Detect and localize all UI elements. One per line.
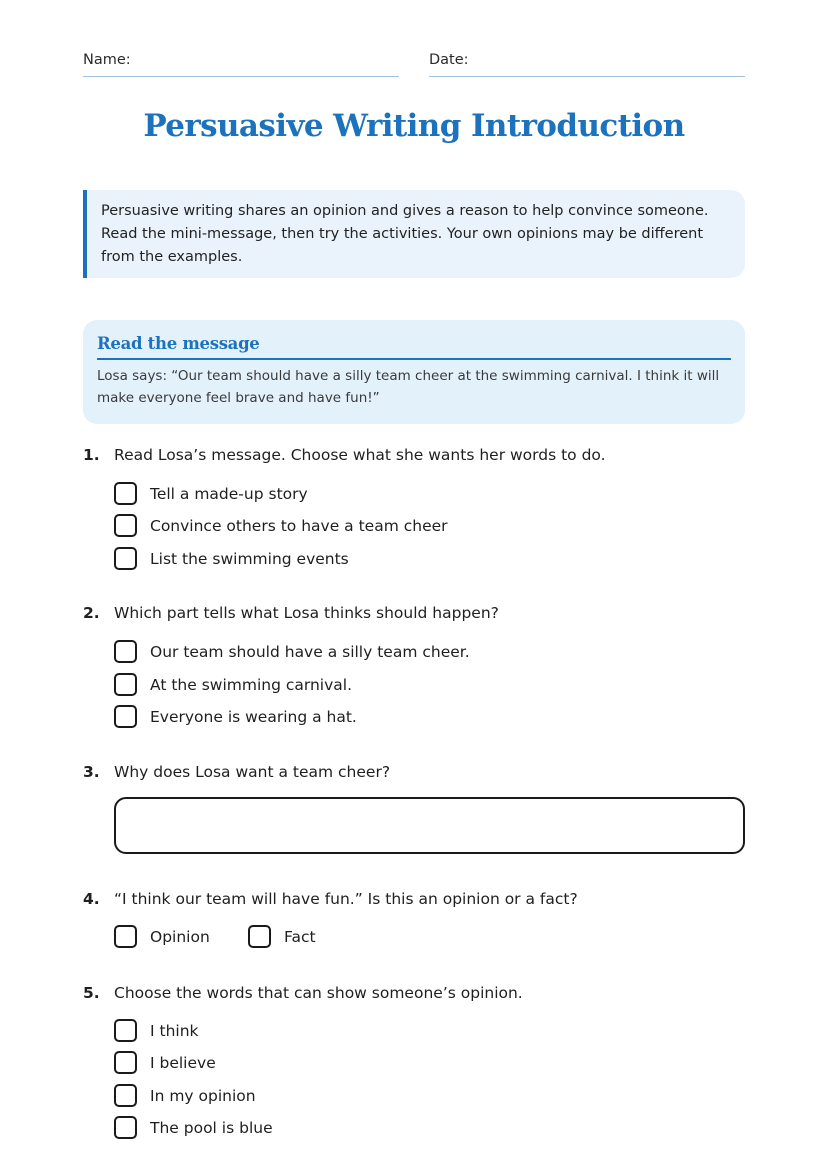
intro-panel: Persuasive writing shares an opinion and gives a reason to help convince someone. Read the mini-message, then try the activities. Your own opinions may be different from the examples. [83,190,745,278]
question-text: Choose the words that can show someone’s opinion. [114,984,523,1002]
option-label: Opinion [150,927,210,946]
question-5 [83,984,523,1002]
checkbox[interactable] [248,925,271,948]
checkbox[interactable] [114,547,137,570]
option-label: Everyone is wearing a hat. [150,707,357,726]
q2-option-2[interactable] [114,671,352,698]
answer-input[interactable] [114,797,745,854]
checkbox[interactable] [114,1019,137,1042]
option-label: List the swimming events [150,549,349,568]
option-label: Our team should have a silly team cheer. [150,642,470,661]
option-label: In my opinion [150,1086,256,1105]
q2-option-1[interactable] [114,638,470,665]
message-text: Losa says: “Our team should have a silly team cheer at the swimming carnival. I think it will make everyone feel brave and have fun!” [97,368,720,406]
checkbox[interactable] [114,1084,137,1107]
checkbox[interactable] [114,1051,137,1074]
date-label: Date: [429,52,469,68]
question-number: 5. [83,984,100,1002]
date-field[interactable] [429,76,745,77]
question-3 [83,763,390,781]
q4-option-fact[interactable] [248,923,316,950]
question-number: 4. [83,890,100,908]
question-text: Why does Losa want a team cheer? [114,763,391,781]
message-box [83,320,745,424]
q1-option-2[interactable] [114,512,448,539]
q5-option-3[interactable] [114,1082,256,1109]
page-title: Persuasive Writing Introduction [143,108,685,144]
option-label: Convince others to have a team cheer [150,516,448,535]
question-number: 2. [83,604,100,622]
question-text: “I think our team will have fun.” Is this an opinion or a fact? [114,890,578,908]
option-label: I believe [150,1053,216,1072]
option-label: At the swimming carnival. [150,675,353,694]
option-label: The pool is blue [150,1118,273,1137]
option-label: Tell a made-up story [150,484,308,503]
name-field[interactable] [83,76,399,77]
message-title: Read the message [97,334,731,360]
option-label: Fact [284,927,316,946]
q5-option-2[interactable] [114,1049,216,1076]
q2-option-3[interactable] [114,703,357,730]
q1-option-1[interactable] [114,480,308,507]
question-1 [83,446,606,464]
checkbox[interactable] [114,514,137,537]
q5-option-4[interactable] [114,1114,273,1141]
question-text: Which part tells what Losa thinks should happen? [114,604,499,622]
question-text: Read Losa’s message. Choose what she wants her words to do. [114,446,606,464]
q1-option-3[interactable] [114,545,349,572]
checkbox[interactable] [114,640,137,663]
checkbox[interactable] [114,1116,137,1139]
question-number: 1. [83,446,100,464]
checkbox[interactable] [114,482,137,505]
checkbox[interactable] [114,673,137,696]
name-label: Name: [83,52,131,68]
option-label: I think [150,1021,199,1040]
question-number: 3. [83,763,100,781]
checkbox[interactable] [114,925,137,948]
question-2 [83,604,499,622]
question-4 [83,890,578,908]
q5-option-1[interactable] [114,1017,199,1044]
q4-option-opinion[interactable] [114,923,210,950]
checkbox[interactable] [114,705,137,728]
